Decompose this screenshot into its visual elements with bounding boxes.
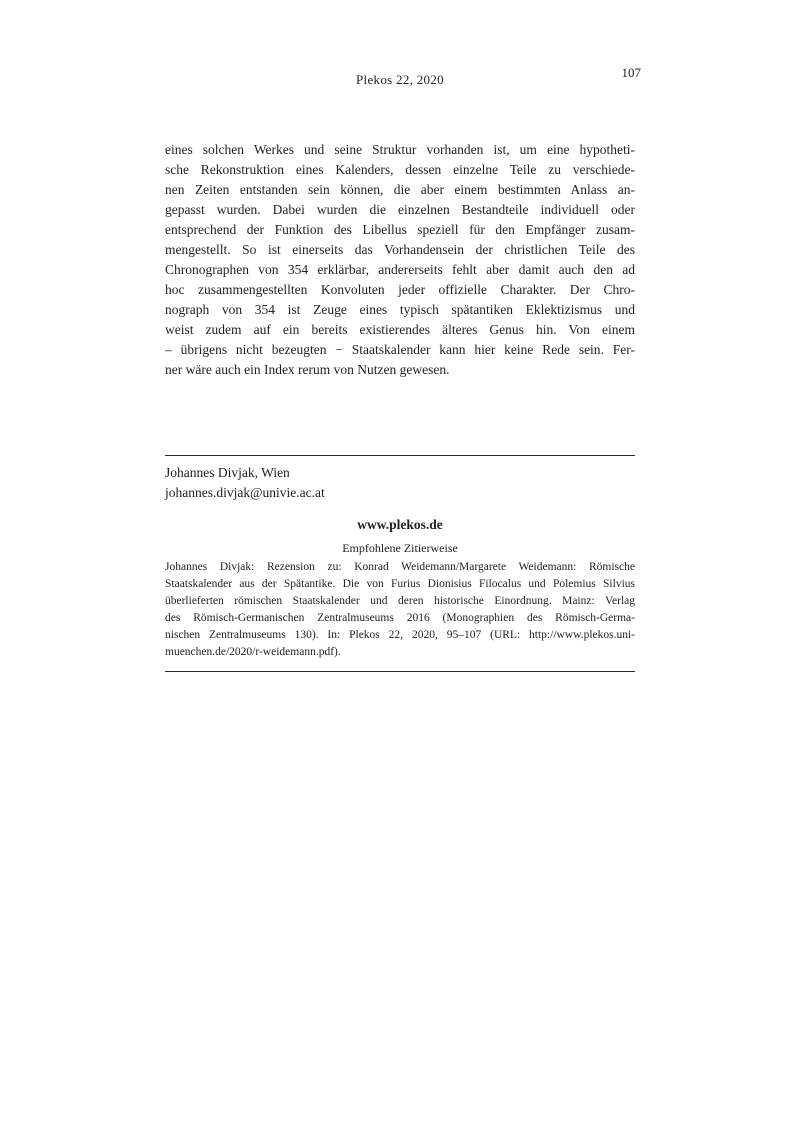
citation-line: Johannes Divjak: Rezension zu: Konrad Weidemann/Margarete Weidemann: Römische: [165, 561, 635, 573]
author-name: Johannes Divjak, Wien: [165, 465, 290, 480]
citation-line: nischen Zentralmuseums 130). In: Plekos 22, 2020, 95–107 (URL: http://www.plekos.uni-: [165, 629, 635, 641]
body-line: weist zudem auf ein bereits existierendes älteres Genus hin. Von einem: [165, 322, 635, 337]
citation-line: des Römisch-Germanischen Zentralmuseums 2016 (Monographien des Römisch-Germa-: [165, 612, 635, 624]
separator-rule-top: [165, 455, 635, 456]
body-paragraph: [165, 140, 635, 380]
page-number: 107: [621, 65, 641, 80]
body-line: nen Zeiten entstanden sein können, die aber einem bestimmten Anlass an-: [165, 182, 635, 197]
body-line: gepasst wurden. Dabei wurden die einzelnen Bestandteile individuell oder: [165, 202, 635, 217]
body-line: – übrigens nicht bezeugten − Staatskalender kann hier keine Rede sein. Fer-: [165, 342, 635, 357]
separator-rule-bottom: [165, 671, 635, 672]
body-line: hoc zusammengestellten Konvoluten jeder offizielle Charakter. Der Chro-: [165, 282, 635, 297]
body-line: sche Rekonstruktion eines Kalenders, dessen einzelne Teile zu verschiede-: [165, 162, 635, 177]
body-line: nograph von 354 ist Zeuge eines typisch spätantiken Eklektizismus und: [165, 302, 635, 317]
journal-website: www.plekos.de: [357, 517, 443, 532]
body-line: Chronographen von 354 erklärbar, andererseits fehlt aber damit auch den ad: [165, 262, 635, 277]
body-line: mengestellt. So ist einerseits das Vorhandensein der christlichen Teile des: [165, 242, 635, 257]
author-block: [165, 463, 635, 503]
citation-line: Staatskalender aus der Spätantike. Die von Furius Dionisius Filocalus und Polemius Silvius: [165, 578, 635, 590]
body-line: ner wäre auch ein Index rerum von Nutzen gewesen.: [165, 362, 450, 377]
citation-line: überlieferten römischen Staatskalender und deren historische Einordnung. Mainz: Verlag: [165, 595, 635, 607]
citation-paragraph: [165, 559, 635, 661]
running-title: Plekos 22, 2020: [356, 72, 444, 87]
citation-line: muenchen.de/2020/r-weidemann.pdf).: [165, 646, 341, 658]
body-line: eines solchen Werkes und seine Struktur vorhanden ist, um eine hypotheti-: [165, 142, 635, 157]
body-line: entsprechend der Funktion des Libellus speziell für den Empfänger zusam-: [165, 222, 635, 237]
citation-heading: Empfohlene Zitierweise: [342, 541, 458, 555]
author-email: johannes.divjak@univie.ac.at: [165, 485, 325, 500]
